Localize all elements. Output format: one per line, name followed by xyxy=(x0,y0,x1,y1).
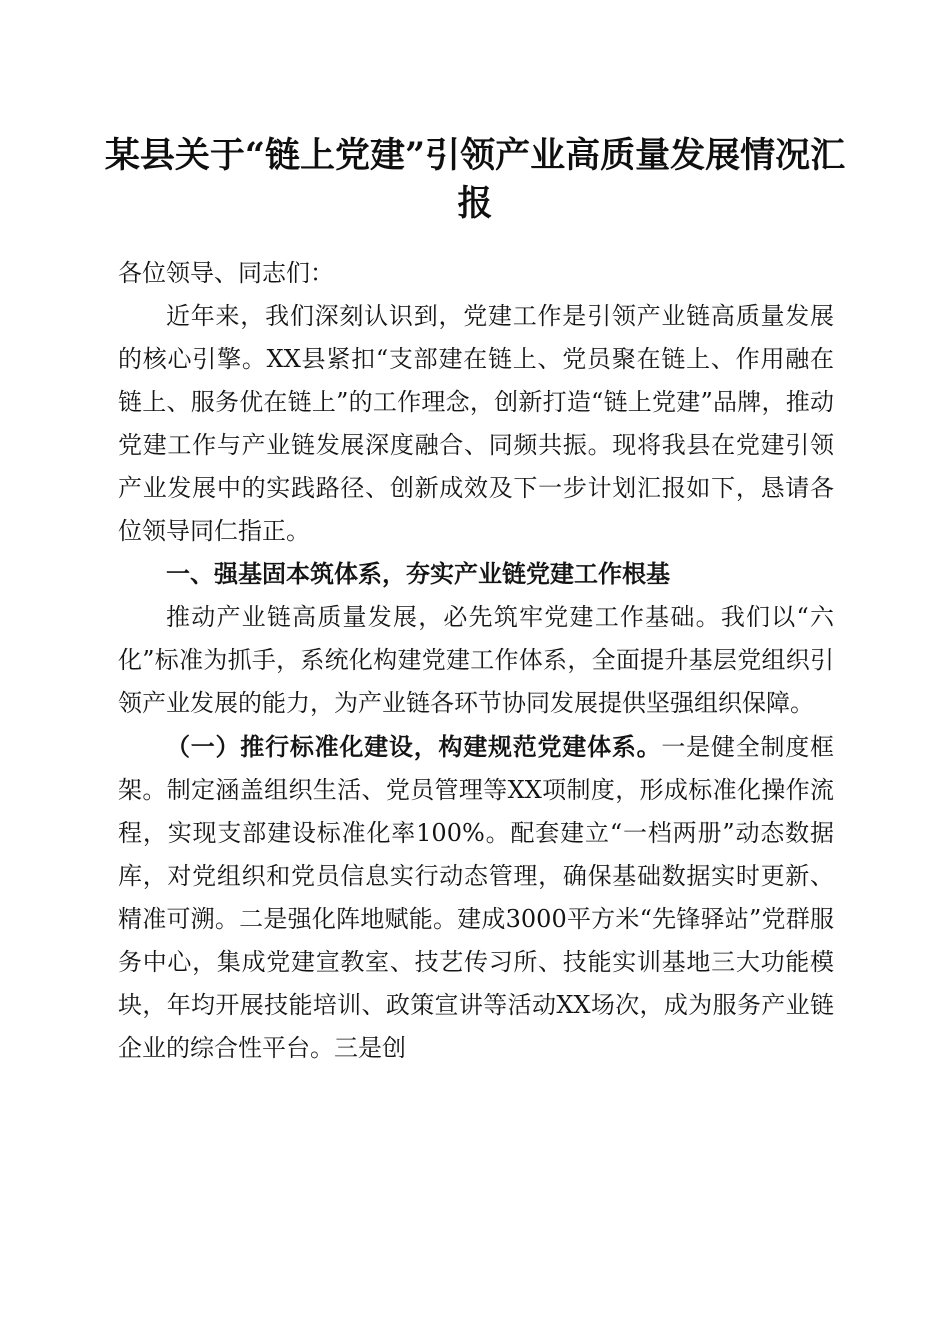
document-title: 某县关于“链上党建”引领产业高质量发展情况汇报 xyxy=(104,135,846,224)
section-heading: 一、强基固本筑体系，夯实产业链党建工作根基 xyxy=(166,560,670,588)
section-intro-paragraph: 推动产业链高质量发展，必先筑牢党建工作基础。我们以“六化”标准为抓手，系统化构建党建工作体系，全面提升基层党组织引领产业发展的能力，为产业链各环节协同发展提供坚强组织保障。 xyxy=(118,603,834,717)
document-body xyxy=(118,252,834,1070)
intro-paragraph: 近年来，我们深刻认识到，党建工作是引领产业链高质量发展的核心引擎。XX县紧扣“支部建在链上、党员聚在链上、作用融在链上、服务优在链上”的工作理念，创新打造“链上党建”品牌，推动党建工作与产业链发展深度融合、同频共振。现将我县在党建引领产业发展中的实践路径、创新成效及下一步计划汇报如下，恳请各位领导同仁指正。 xyxy=(118,302,834,545)
subsection-text: 一是健全制度框架。制定涵盖组织生活、党员管理等XX项制度，形成标准化操作流程，实现支部建设标准化率100%。配套建立“一档两册”动态数据库，对党组织和党员信息实行动态管理，确保基础数据实时更新、精准可溯。二是强化阵地赋能。建成3000平方米“先锋驿站”党群服务中心，集成党建宣教室、技艺传习所、技能实训基地三大功能模块，年均开展技能培训、政策宣讲等活动XX场次，成为服务产业链企业的综合性平台。三是创 xyxy=(118,733,835,1062)
subsection-lead: （一）推行标准化建设，构建规范党建体系。 xyxy=(166,732,662,761)
subsection-paragraph xyxy=(118,725,834,1070)
salutation: 各位领导、同志们： xyxy=(118,259,334,287)
